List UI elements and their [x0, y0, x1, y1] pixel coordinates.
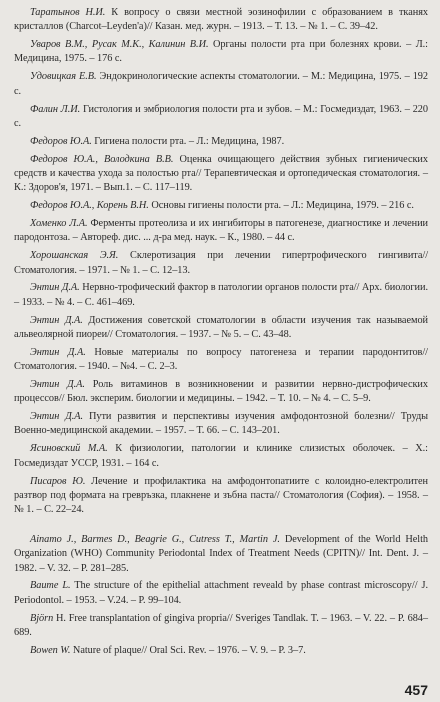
reference-item [14, 281, 428, 310]
reference-authors: Удовицкая Е.В. [30, 71, 97, 83]
reference-item [14, 475, 428, 518]
reference-item [14, 217, 428, 246]
page-number: 457 [404, 682, 428, 698]
reference-authors: Федоров Ю.А. [30, 135, 92, 147]
reference-authors: Федоров Ю.А., Володкина В.В. [30, 153, 174, 165]
reference-item [14, 135, 428, 149]
reference-item [14, 533, 428, 576]
reference-authors: Энтин Д.А. [30, 314, 83, 326]
reference-item [14, 314, 428, 343]
reference-text: The structure of the epithelial attachment reveald by phase contrast microscopy// J. Periodontol. – 1953. – V.24. – P. 99–104. [14, 580, 428, 606]
reference-authors: Федоров Ю.А., Корень В.Н. [30, 200, 149, 212]
reference-text: Гистология и эмбриология полости рта и зубов. – М.: Госмедиздат, 1963. – 220 с. [14, 103, 428, 129]
reference-item [14, 579, 428, 608]
reference-text: Достижения советской стоматологии в области изучения так называемой альвеолярной пиореи// Стоматология. – 1937. – № 5. – С. 43–48. [14, 314, 429, 340]
reference-authors: Bowen W. [30, 644, 71, 656]
reference-authors: Энтин Д.А. [30, 282, 80, 294]
reference-text: Новые материалы по вопросу патогенеза и терапии пародонтитов// Стоматология. – 1940. – №4. – С. 2–3. [14, 346, 428, 373]
reference-text: Лечение и профилактика на амфодонтопатиите с колоидно-електролитен разтвор под формата на гревръзка, плакнене и зъбна паста// Стоматология (София). – 1958. – № 1. – С. 22–24. [14, 475, 428, 516]
reference-list-cyrillic [14, 6, 428, 517]
reference-text: Роль витаминов в возникновении и развитии нервно-дистрофических процессов// Бюл. эксперим. биологии и медицины. – 1942. – Т. 10. – № 4. – С. 5–9. [14, 378, 428, 405]
reference-item [14, 346, 428, 375]
reference-text: Склеротизация при лечении гипертрофического гингивита// Стоматология. – 1971. – № 1. – С. 12–13. [14, 250, 428, 276]
reference-text: Ферменты протеолиза и их ингибиторы в патогенезе, диагностике и лечении пародонтоза. – Автореф. дис. ... д-ра мед. наук. – К., 1980. – 44 с. [14, 218, 428, 244]
reference-text: Эндокринологические аспекты стоматологии. – М.: Медицина, 1975. – 192 с. [14, 71, 429, 97]
reference-item [14, 378, 428, 407]
reference-authors: Фалин Л.И. [30, 103, 81, 115]
reference-text: Development of the World Helth Organization (WHO) Community Periodontal Index of Treatment Needs (CPITN)// Int. Dent. J. – 1982. – V. 32. – P. 281–285. [14, 534, 429, 574]
reference-authors: Хоменко Л.А. [30, 218, 88, 230]
reference-authors: Хорошанская Э.Я. [30, 250, 119, 262]
reference-item [14, 612, 428, 641]
reference-text: Пути развития и перспективы изучения амфодонтозной болезни// Труды Военно-медицинской академии. – 1957. – Т. 66. – С. 143–201. [14, 411, 429, 437]
reference-text: К физиологии, патологии и клинике слизистых оболочек. – Х.: Госмедиздат УССР, 1931. – 164 с. [14, 443, 428, 469]
reference-text: Основы гигиены полости рта. – Л.: Медицина, 1979. – 216 с. [148, 200, 414, 212]
reference-text: Гигиена полости рта. – Л.: Медицина, 1987. [91, 135, 285, 147]
reference-item [14, 644, 428, 658]
reference-text: Органы полости рта при болезнях крови. – Л.: Медицина, 1975. – 176 с. [14, 39, 428, 65]
reference-item [14, 6, 428, 35]
reference-authors: Ясиновский М.А. [30, 443, 108, 455]
reference-authors: Писаров Ю. [30, 475, 86, 487]
reference-item [14, 410, 428, 439]
reference-text: H. Free transplantation of gingiva propria// Sveriges Tandlak. T. – 1963. – V. 22. – P. 684–689. [14, 612, 428, 638]
reference-text: К вопросу о связи местной эозинофилии с образованием в тканях кристаллов (Charcot–Leyden'a)// Казан. мед. журн. – 1913. – Т. 13. – № 1. – С. 39–42. [14, 7, 428, 33]
reference-item [14, 199, 428, 213]
reference-authors: Энтин Д.А. [30, 378, 85, 390]
reference-text: Оценка очищающего действия зубных гигиенических средств и качества ухода за полостью рта// Терапевтическая и ортопедическая стоматология. – К.: Здоров'я, 1971. – Вып.1. – С. 117–119. [14, 153, 428, 194]
reference-item [14, 38, 428, 67]
reference-text: Нервно-трофический фактор в патологии органов полости рта// Арх. биологии. – 1933. – № 4. – С. 461–469. [14, 282, 428, 308]
section-gap [14, 521, 428, 533]
reference-item [14, 70, 428, 99]
reference-authors: Энтин Д.А. [30, 346, 86, 358]
reference-item [14, 103, 428, 132]
reference-authors: Уваров В.М., Русак М.К., Калинин В.И. [30, 39, 209, 51]
reference-list-latin [14, 533, 428, 658]
reference-authors: Энтин Д.А. [30, 411, 84, 423]
reference-text: Nature of plaque// Oral Sci. Rev. – 1976. – V. 9. – P. 3–7. [70, 644, 306, 656]
reference-authors: Ainamo J., Barmes D., Beagrie G., Cutress T., Martin J. [30, 534, 280, 545]
reference-authors: Björn [30, 612, 54, 624]
reference-item [14, 442, 428, 471]
reference-authors: Таратынов Н.И. [30, 7, 106, 18]
reference-authors: Baume L. [30, 580, 71, 592]
reference-item [14, 249, 428, 278]
reference-item [14, 153, 428, 196]
